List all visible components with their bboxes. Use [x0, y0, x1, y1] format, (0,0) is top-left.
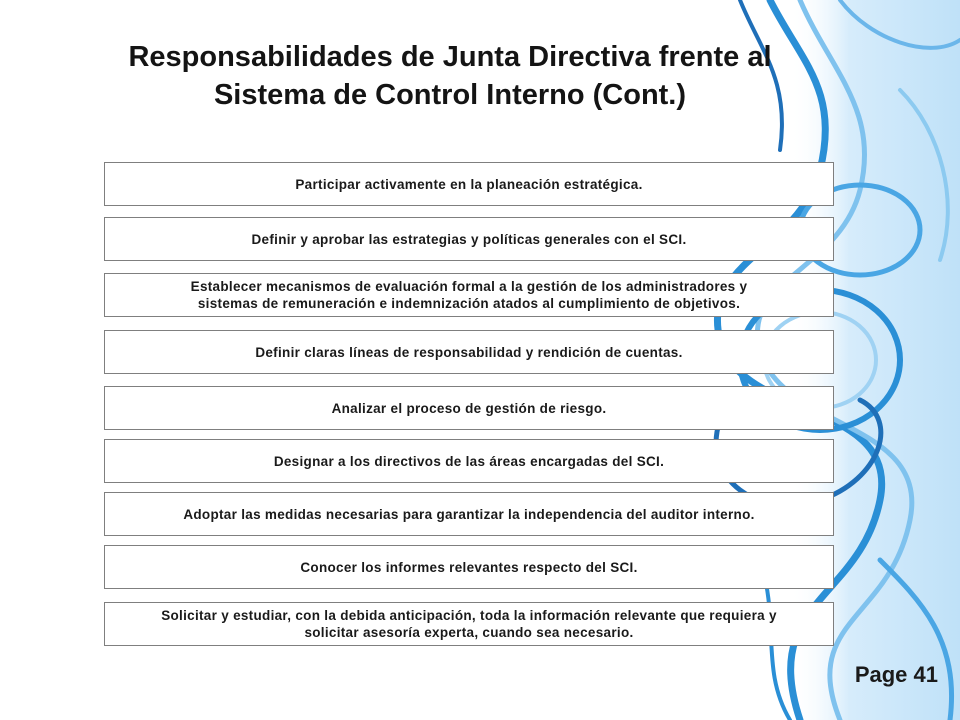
responsibility-text: Designar a los directivos de las áreas encargadas del SCI.	[273, 453, 665, 469]
responsibility-box-8	[104, 545, 834, 589]
responsibility-box-5	[104, 386, 834, 430]
responsibility-text-line-1: Solicitar y estudiar, con la debida anticipación, toda la información relevante que requiera y	[161, 608, 777, 623]
responsibility-text: Analizar el proceso de gestión de riesgo.	[331, 400, 607, 416]
slide-title-line-1: Responsabilidades de Junta Directiva frente al	[128, 41, 772, 73]
responsibility-box-9	[104, 602, 834, 646]
responsibility-box-1	[104, 162, 834, 206]
responsibility-text: Adoptar las medidas necesarias para garantizar la independencia del auditor interno.	[183, 506, 755, 522]
responsibility-text: Conocer los informes relevantes respecto del SCI.	[300, 559, 638, 575]
responsibility-box-7	[104, 492, 834, 536]
slide-title-line-2: Sistema de Control Interno (Cont.)	[213, 79, 687, 111]
responsibility-box-2	[104, 217, 834, 261]
responsibility-text-line-2: solicitar asesoría experta, cuando sea necesario.	[304, 625, 634, 640]
page-number: Page 41	[854, 662, 938, 687]
responsibility-text: Definir y aprobar las estrategias y políticas generales con el SCI.	[251, 231, 687, 247]
slide-title	[60, 38, 840, 114]
responsibility-box-4	[104, 330, 834, 374]
responsibility-text-line-2: sistemas de remuneración e indemnización atados al cumplimiento de objetivos.	[197, 296, 741, 311]
responsibility-text: Participar activamente en la planeación estratégica.	[295, 176, 643, 192]
responsibility-box-6	[104, 439, 834, 483]
responsibility-text: Definir claras líneas de responsabilidad y rendición de cuentas.	[255, 344, 683, 360]
responsibility-text-line-1: Establecer mecanismos de evaluación formal a la gestión de los administradores y	[190, 279, 748, 294]
responsibility-box-3	[104, 273, 834, 317]
